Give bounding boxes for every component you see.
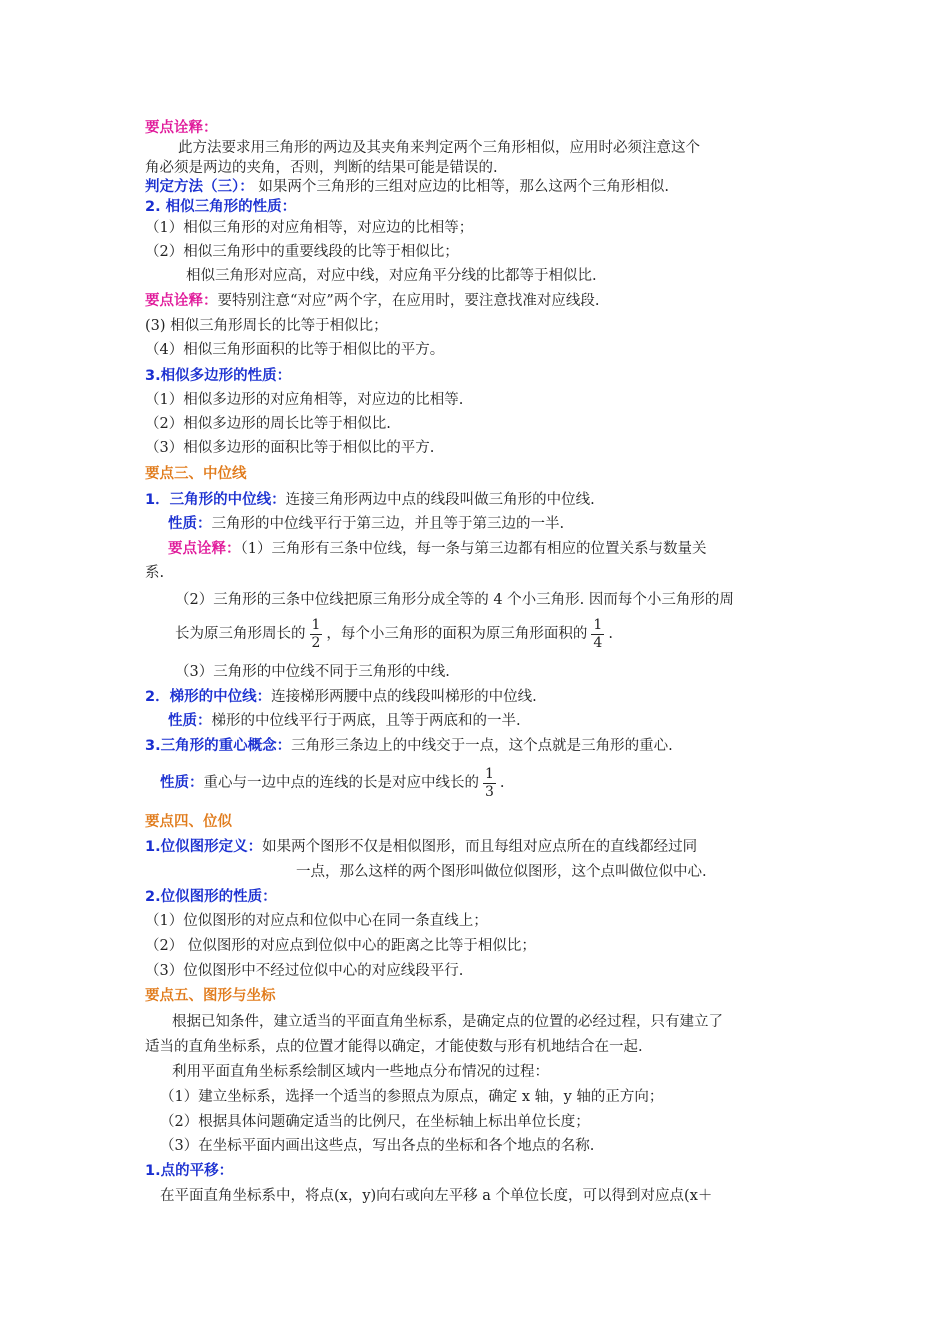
paragraph-line: 系. bbox=[145, 565, 165, 581]
list-item: （3）位似图形中不经过位似中心的对应线段平行. bbox=[145, 963, 464, 979]
property-label: 性质： bbox=[160, 775, 204, 791]
term-label: 3.三角形的重心概念： bbox=[145, 738, 292, 754]
note-heading: 要点诠释： bbox=[145, 120, 218, 136]
note-text: （1）三角形有三条中位线，每一条与第三边都有相应的位置关系与数量关 bbox=[240, 541, 707, 557]
section-heading: 2. 相似三角形的性质： bbox=[145, 199, 297, 215]
fraction-one-half bbox=[310, 617, 323, 652]
list-item: （3）三角形的中位线不同于三角形的中线. bbox=[175, 664, 450, 680]
definition-text: 三角形三条边上的中线交于一点，这个点就是三角形的重心. bbox=[291, 738, 673, 754]
term-label: 2．梯形的中位线： bbox=[145, 689, 272, 705]
chapter-heading: 要点四、位似 bbox=[145, 814, 232, 830]
property-text: . bbox=[499, 775, 505, 791]
list-item: （2）根据具体问题确定适当的比例尺，在坐标轴上标出单位长度； bbox=[160, 1114, 590, 1130]
method-three bbox=[145, 177, 669, 197]
definition-line bbox=[145, 837, 697, 857]
note-label: 要点诠释： bbox=[168, 541, 241, 557]
paragraph-line: 在平面直角坐标系中，将点(x，y)向右或向左平移 a 个单位长度，可以得到对应点(x＋ bbox=[160, 1188, 713, 1204]
definition-text: 如果两个图形不仅是相似图形，而且每组对应点所在的直线都经过同 bbox=[262, 839, 698, 855]
fraction-numerator: 1 bbox=[593, 616, 603, 633]
paragraph-line: 利用平面直角坐标系绘制区域内一些地点分布情况的过程： bbox=[172, 1064, 549, 1080]
fraction-line-text: ，每个小三角形的面积为原三角形面积的 bbox=[326, 626, 588, 642]
paragraph-line: 相似三角形对应高，对应中线，对应角平分线的比都等于相似比. bbox=[186, 268, 597, 284]
note-line bbox=[145, 291, 599, 311]
definition-text: 连接三角形两边中点的线段叫做三角形的中位线. bbox=[285, 492, 595, 508]
method-three-text: 如果两个三角形的三组对应边的比相等，那么这两个三角形相似. bbox=[253, 179, 669, 195]
list-item: （3）在坐标平面内画出这些点，写出各点的坐标和各个地点的名称. bbox=[160, 1138, 595, 1154]
list-item: （1）相似三角形的对应角相等，对应边的比相等； bbox=[145, 220, 474, 236]
note-label: 要点诠释： bbox=[145, 293, 218, 309]
list-item: （1）建立坐标系，选择一个适当的参照点为原点，确定 x 轴，y 轴的正方向； bbox=[160, 1089, 664, 1105]
section-heading: 1.点的平移： bbox=[145, 1163, 234, 1179]
list-item: (3) 相似三角形周长的比等于相似比； bbox=[145, 318, 388, 334]
fraction-line-text: . bbox=[608, 626, 613, 642]
property-line bbox=[168, 514, 564, 534]
property-line bbox=[168, 711, 521, 731]
fraction-line-text: 长为原三角形周长的 bbox=[175, 626, 306, 642]
fraction-numerator: 1 bbox=[485, 765, 494, 782]
list-item: （2）相似三角形中的重要线段的比等于相似比； bbox=[145, 244, 459, 260]
property-text: 梯形的中位线平行于两底，且等于两底和的一半. bbox=[211, 713, 521, 729]
list-item: （3）相似多边形的面积比等于相似比的平方. bbox=[145, 440, 435, 456]
list-item: （2）相似多边形的周长比等于相似比. bbox=[145, 416, 391, 432]
definition-line bbox=[145, 490, 595, 510]
paragraph-line: 根据已知条件，建立适当的平面直角坐标系，是确定点的位置的必经过程，只有建立了 bbox=[172, 1014, 723, 1030]
fraction-one-quarter bbox=[591, 617, 604, 652]
definition-line bbox=[145, 687, 537, 707]
note-text: 要特别注意“对应”两个字，在应用时，要注意找准对应线段. bbox=[217, 293, 600, 309]
fraction-denominator: 2 bbox=[311, 634, 321, 651]
paragraph-line: （2）三角形的三条中位线把原三角形分成全等的 4 个小三角形. 因而每个小三角形的周 bbox=[175, 592, 734, 608]
property-text: 重心与一边中点的连线的长是对应中线长的 bbox=[203, 775, 479, 791]
paragraph-line: 适当的直角坐标系，点的位置才能得以确定，才能使数与形有机地结合在一起. bbox=[145, 1039, 643, 1055]
chapter-heading: 要点五、图形与坐标 bbox=[145, 988, 276, 1004]
property-label: 性质： bbox=[168, 713, 212, 729]
list-item: （4）相似三角形面积的比等于相似比的平方。 bbox=[145, 342, 445, 358]
method-three-label: 判定方法（三）： bbox=[145, 179, 254, 195]
list-item: （1）位似图形的对应点和位似中心在同一条直线上； bbox=[145, 913, 488, 929]
list-item: （1）相似多边形的对应角相等，对应边的比相等. bbox=[145, 392, 464, 408]
paragraph-line: 一点，那么这样的两个图形叫做位似图形，这个点叫做位似中心. bbox=[296, 864, 707, 880]
chapter-heading: 要点三、中位线 bbox=[145, 466, 247, 482]
term-label: 1．三角形的中位线： bbox=[145, 492, 286, 508]
list-item: （2） 位似图形的对应点到位似中心的距离之比等于相似比； bbox=[145, 938, 536, 954]
fraction-denominator: 3 bbox=[485, 783, 494, 800]
fraction-numerator: 1 bbox=[311, 616, 321, 633]
definition-line bbox=[145, 736, 673, 756]
fraction-denominator: 4 bbox=[593, 634, 603, 651]
note-line bbox=[168, 539, 706, 559]
definition-text: 连接梯形两腰中点的线段叫梯形的中位线. bbox=[271, 689, 537, 705]
fraction-line bbox=[175, 615, 613, 653]
property-text: 三角形的中位线平行于第三边，并且等于第三边的一半. bbox=[211, 516, 565, 532]
property-label: 性质： bbox=[168, 516, 212, 532]
paragraph-line: 此方法要求用三角形的两边及其夹角来判定两个三角形相似，应用时必须注意这个 bbox=[178, 140, 700, 156]
fraction-one-third bbox=[483, 766, 496, 801]
term-label: 1.位似图形定义： bbox=[145, 839, 263, 855]
fraction-line bbox=[160, 764, 505, 802]
section-heading: 3.相似多边形的性质： bbox=[145, 368, 292, 384]
paragraph-line: 角必须是两边的夹角，否则，判断的结果可能是错误的. bbox=[145, 160, 498, 176]
section-heading: 2.位似图形的性质： bbox=[145, 889, 277, 905]
